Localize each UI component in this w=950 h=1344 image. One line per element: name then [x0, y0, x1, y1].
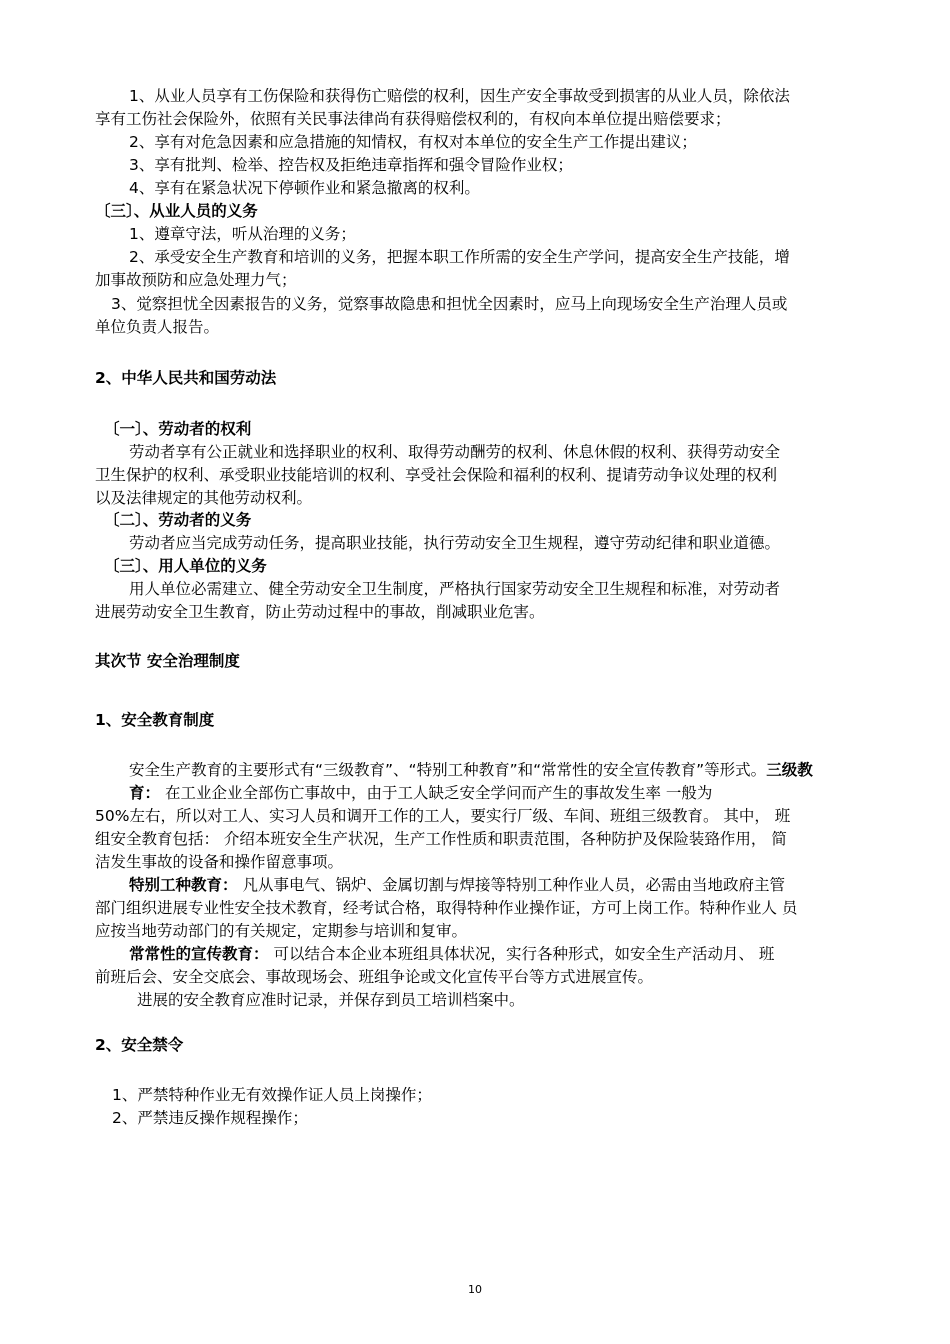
education-para-1-line-4: 组安全教育包括： 介绍本班安全生产状况，生产工作性质和职责范围，各种防护及保险装臵作用， 简 [95, 830, 787, 848]
regular-promo-line-1 [129, 943, 774, 965]
worker-rights-line-3: 以及法律规定的其他劳动权利。 [95, 489, 313, 507]
right-item-1-line-2: 享有工伤社会保险外，依照有关民事法律尚有获得赔偿权利的，有权向本单位提出赔偿要求； [95, 110, 731, 128]
section-2-heading: 其次节 安全治理制度 [95, 652, 240, 670]
right-item-4: 4、享有在紧急状况下停顿作业和紧急撤离的权利。 [129, 179, 480, 197]
special-trade-text: 凡从事电气、锅炉、金属切割与焊接等特别工种作业人员，必需由当地政府主管 [237, 876, 785, 894]
three-level-label-part-1: 三级教 [766, 761, 813, 779]
right-item-3: 3、享有批判、检举、控告权及拒绝违章指挥和强令冒险作业权； [129, 156, 573, 174]
regular-promo-line-2: 前班后会、安全交底会、事故现场会、班组争论或文化宣传平台等方式进展宣传。 [95, 968, 654, 986]
prohibitions-heading: 2、安全禁令 [95, 1036, 184, 1054]
education-para-1-text: 安全生产教育的主要形式有“三级教育”、“特别工种教育”和“常常性的安全宣传教育”等形式。 [129, 761, 767, 779]
worker-duties-heading: 〔二〕、劳动者的义务 [104, 511, 252, 529]
regular-promo-text: 可以结合本企业本班组具体状况，实行各种形式，如安全生产活动月、 班 [268, 945, 775, 963]
right-item-2: 2、享有对危急因素和应急措施的知情权，有权对本单位的安全生产工作提出建议； [129, 133, 697, 151]
duty-item-2-line-1: 2、承受安全生产教育和培训的义务，把握本职工作所需的安全生产学问，提高安全生产技能，增 [129, 248, 790, 266]
duty-item-2-line-2: 加事故预防和应急处理力气； [95, 271, 297, 289]
prohibition-item-2: 2、严禁违反操作规程操作； [112, 1109, 308, 1127]
education-heading: 1、安全教育制度 [95, 711, 215, 729]
right-item-1-line-1: 1、从业人员享有工伤保险和获得伤亡赔偿的权利，因生产安全事故受到损害的从业人员，除依法 [129, 87, 790, 105]
employer-duties-line-1: 用人单位必需建立、健全劳动安全卫生制度，严格执行国家劳动安全卫生规程和标准，对劳动者 [129, 580, 781, 598]
special-trade-line-3: 应按当地劳动部门的有关规定，定期参与培训和复审。 [95, 922, 468, 940]
special-trade-line-1 [129, 874, 785, 896]
education-para-1-line-3: 50%左右，所以对工人、实习人员和调开工作的工人，要实行厂级、车间、班组三级教育。 其中， 班 [95, 807, 791, 825]
regular-promo-label: 常常性的宣传教育： [129, 945, 269, 963]
duty-item-3-line-1: 3、觉察担忧全因素报告的义务，觉察事故隐患和担忧全因素时，应马上向现场安全生产治理人员或 [111, 295, 788, 313]
worker-rights-line-1: 劳动者享有公正就业和选择职业的权利、取得劳动酬劳的权利、休息休假的权利、获得劳动安全 [129, 443, 781, 461]
page-number: 10 [468, 1283, 482, 1296]
duties-heading: 〔三〕、从业人员的义务 [95, 202, 258, 220]
worker-rights-line-2: 卫生保护的权利、承受职业技能培训的权利、享受社会保险和福利的权利、提请劳动争议处理的权利 [95, 466, 778, 484]
duty-item-3-line-2: 单位负责人报告。 [95, 318, 220, 336]
education-para-1-cont: 在工业企业全部伤亡事故中，由于工人缺乏安全学问而产生的事故发生率 一般为 [160, 784, 713, 802]
special-trade-line-2: 部门组织进展专业性安全技术教育，经考试合格，取得特种作业操作证，方可上岗工作。特种作业人 员 [95, 899, 798, 917]
education-para-1-line-5: 洁发生事故的设备和操作留意事项。 [95, 853, 344, 871]
employer-duties-line-2: 进展劳动安全卫生教育，防止劳动过程中的事故，削减职业危害。 [95, 603, 545, 621]
three-level-label-part-2: 育： [129, 784, 161, 802]
education-para-1-line-1 [129, 759, 813, 781]
worker-rights-heading: 〔一〕、劳动者的权利 [104, 420, 252, 438]
education-para-1-line-2 [129, 782, 712, 804]
education-record-note: 进展的安全教育应准时记录，并保存到员工培训档案中。 [137, 991, 525, 1009]
duty-item-1: 1、遵章守法，听从治理的义务； [129, 225, 356, 243]
prohibition-item-1: 1、严禁特种作业无有效操作证人员上岗操作； [112, 1086, 432, 1104]
worker-duties-line-1: 劳动者应当完成劳动任务，提高职业技能，执行劳动安全卫生规程，遵守劳动纪律和职业道德。 [129, 534, 781, 552]
labor-law-heading: 2、中华人民共和国劳动法 [95, 369, 277, 387]
employer-duties-heading: 〔三〕、用人单位的义务 [104, 557, 267, 575]
special-trade-label: 特别工种教育： [129, 876, 238, 894]
